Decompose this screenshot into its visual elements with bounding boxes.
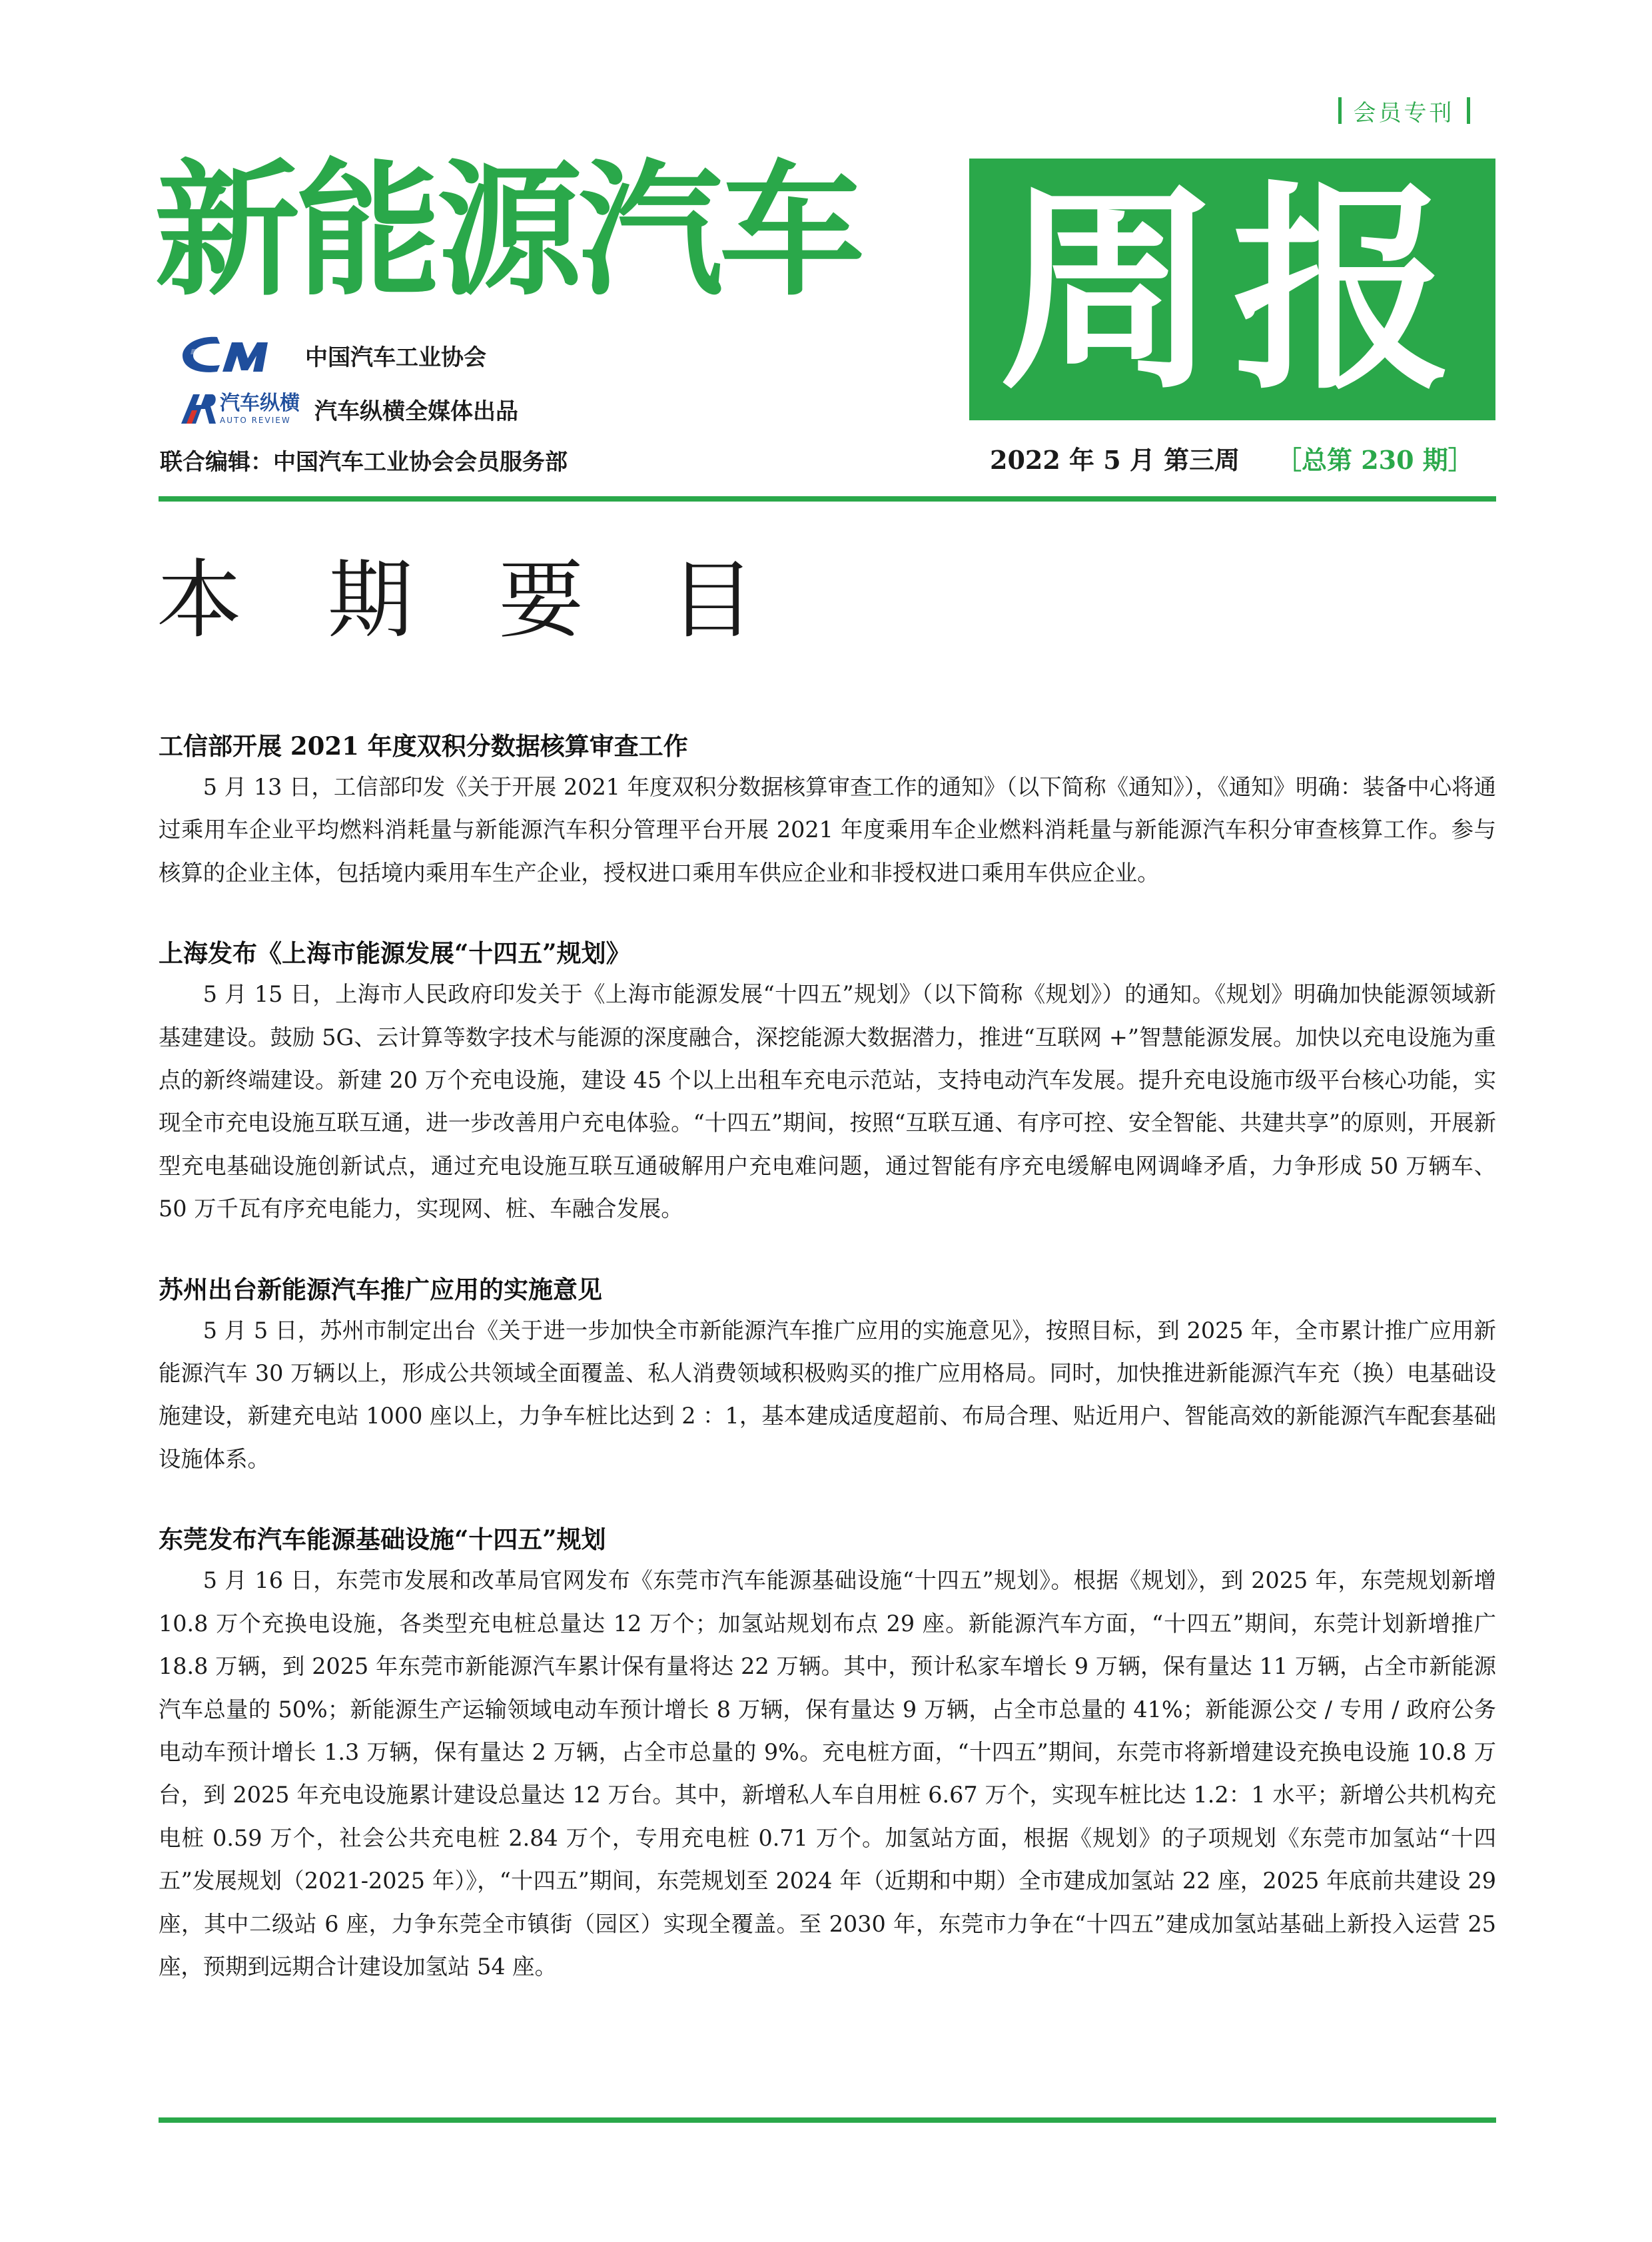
issue-date: 2022 年 5 月 第三周 <box>990 445 1240 475</box>
article-title: 苏州出台新能源汽车推广应用的实施意见 <box>159 1274 602 1304</box>
article-item <box>159 933 1496 1230</box>
article-body: 5 月 13 日，工信部印发《关于开展 2021 年度双积分数据核算审查工作的通知》（以下简称《通知》），《通知》明确：装备中心将通过乘用车企业平均燃料消耗量与新能源汽车积分管理平台开展 2021 年度乘用车企业燃料消耗量与新能源汽车积分审查核算工作。参与核算的企业主体，包括境内乘用车生产企业，授权进口乘用车供应企业和非授权进口乘用车供应企业。 <box>159 774 1496 886</box>
org-row-auto-review <box>179 390 518 428</box>
article-title: 东莞发布汽车能源基础设施“十四五”规划 <box>159 1525 606 1555</box>
article-body: 5 月 15 日，上海市人民政府印发关于《上海市能源发展“十四五”规划》（以下简称《规划》）的通知。《规划》明确加快能源领域新基建建设。鼓励 5G、云计算等数字技术与能源的深度融合，深挖能源大数据潜力，推进“互联网 +”智慧能源发展。加快以充电设施为重点的新终端建设。新建 20 万个充电设施，建设 45 个以上出租车充电示范站，支持电动汽车发展。提升充电设施市级平台核心功能，实现全市充电设施互联互通，进一步改善用户充电体验。“十四五”期间，按照“互联互通、有序可控、安全智能、共建共享”的原则，开展新型充电基础设施创新试点，通过充电设施互联互通破解用户充电难问题，通过智能有序充电缓解电网调峰矛盾，力争形成 50 万辆车、50 万千瓦有序充电能力，实现网、桩、车融合发展。 <box>159 981 1496 1222</box>
issue-number: ［总第 230 期］ <box>1276 445 1473 475</box>
article-title: 上海发布《上海市能源发展“十四五”规划》 <box>159 938 631 968</box>
article-title: 工信部开展 2021 年度双积分数据核算审查工作 <box>159 731 688 761</box>
article-body: 5 月 5 日，苏州市制定出台《关于进一步加快全市新能源汽车推广应用的实施意见》，按照目标，到 2025 年，全市累计推广应用新能源汽车 30 万辆以上，形成公共领域全面覆盖、私人消费领域积极购买的推广应用格局。同时，加快推进新能源汽车充（换）电基础设施建设，新建充电站 1000 座以上，力争车桩比达到 2 ：1，基本建成适度超前、布局合理、贴近用户、智能高效的新能源汽车配套基础设施体系。 <box>159 1317 1496 1472</box>
tag-left-bar <box>1338 97 1342 124</box>
joint-editor-line: 联合编辑：中国汽车工业协会会员服务部 <box>160 449 568 476</box>
tag-right-bar <box>1467 97 1470 124</box>
org-auto-review-name: 汽车纵横全媒体出品 <box>314 398 518 425</box>
auto-review-mark-icon <box>179 390 218 428</box>
article-body: 5 月 16 日，东莞市发展和改革局官网发布《东莞市汽车能源基础设施“十四五”规划》。根据《规划》，到 2025 年，东莞规划新增 10.8 万个充换电设施，各类型充电桩总量达 12 万个；加氢站规划布点 29 座。新能源汽车方面，“十四五”期间，东莞计划新增推广 18.8 万辆，到 2025 年东莞市新能源汽车累计保有量将达 22 万辆。其中，预计私家车增长 9 万辆，保有量达 11 万辆，占全市新能源汽车总量的 50%；新能源生产运输领域电动车预计增长 8 万辆，保有量达 9 万辆，占全市总量的 41%；新能源公交 / 专用 / 政府公务电动车预计增长 1.3 万辆，保有量达 2 万辆，占全市总量的 9%。充电桩方面，“十四五”期间，东莞市将新增建设充换电设施 10.8 万台，到 2025 年充电设施累计建设总量达 12 万台。其中，新增私人车自用桩 6.67 万个，实现车桩比达 1.2：1 水平；新增公共机构充电桩 0.59 万个，社会公共充电桩 2.84 万个，专用充电桩 0.71 万个。加氢站方面，根据《规划》的子项规划《东莞市加氢站“十四五”发展规划（2021-2025 年）》，“十四五”期间，东莞规划至 2024 年（近期和中期）全市建成加氢站 22 座，2025 年底前共建设 29 座，其中二级站 6 座，力争东莞全市镇街（园区）实现全覆盖。至 2030 年，东莞市力争在“十四五”建成加氢站基础上新投入运营 25 座，预期到远期合计建设加氢站 54 座。 <box>159 1567 1496 1980</box>
org-caam-name: 中国汽车工业协会 <box>305 344 486 371</box>
header-divider <box>159 496 1496 502</box>
org-row-caam <box>179 332 486 378</box>
auto-review-logo-en: AUTO REVIEW <box>220 416 291 425</box>
member-edition-tag <box>1322 92 1485 129</box>
auto-review-logo-cn: 汽车纵横 <box>220 392 300 415</box>
auto-review-logo <box>179 390 300 428</box>
article-item <box>159 726 1496 895</box>
masthead-badge <box>969 159 1495 420</box>
caam-logo-icon <box>179 332 278 378</box>
footer-divider <box>159 2117 1496 2123</box>
contents-heading: 本 期 要 目 <box>157 551 785 650</box>
article-item <box>159 1519 1496 1988</box>
masthead-badge-text: 周报 <box>999 160 1465 419</box>
member-tag-text: 会员专刊 <box>1353 99 1455 127</box>
masthead-title: 新能源汽车 <box>155 147 861 316</box>
article-item <box>159 1270 1496 1481</box>
article-list <box>159 726 1496 2027</box>
